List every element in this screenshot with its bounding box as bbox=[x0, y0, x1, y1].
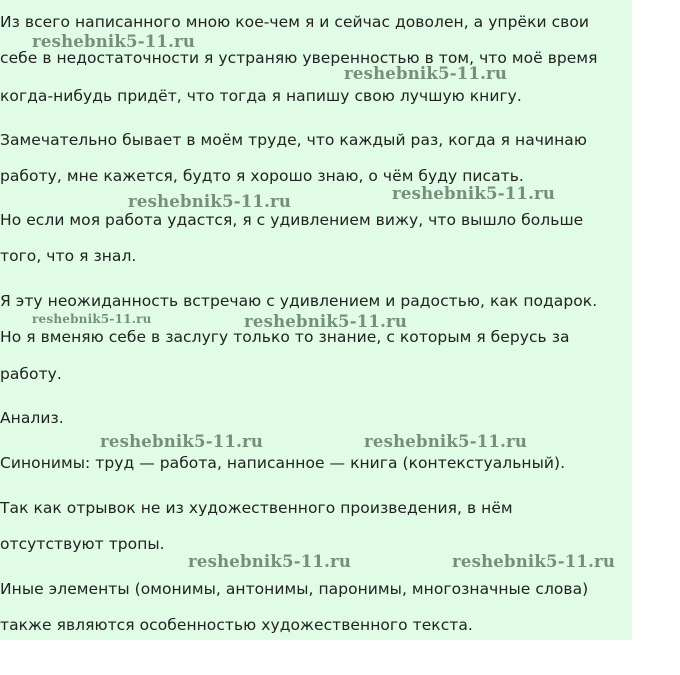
text-line: работу. bbox=[0, 365, 62, 383]
watermark: reshebnik5-11.ru bbox=[128, 192, 292, 211]
text-line: Но если моя работа удастся, я с удивлением вижу, что вышло больше bbox=[0, 211, 584, 229]
watermark: reshebnik5-11.ru bbox=[100, 432, 264, 451]
text-line: себе в недостаточности я устраняю уверенностью в том, что моё время bbox=[0, 49, 598, 67]
watermark: reshebnik5-11.ru bbox=[32, 312, 152, 326]
text-line: Замечательно бывает в моём труде, что каждый раз, когда я начинаю bbox=[0, 131, 587, 149]
watermark: reshebnik5-11.ru bbox=[244, 312, 408, 331]
text-line: когда-нибудь придёт, что тогда я напишу свою лучшую книгу. bbox=[0, 87, 522, 105]
text-line: Анализ. bbox=[0, 409, 64, 427]
text-line: Я эту неожиданность встречаю с удивлением и радостью, как подарок. bbox=[0, 292, 598, 310]
watermark: reshebnik5-11.ru bbox=[188, 552, 352, 571]
text-line: Но я вменяю себе в заслугу только то знание, с которым я берусь за bbox=[0, 328, 570, 346]
watermark: reshebnik5-11.ru bbox=[32, 32, 196, 51]
text-line: того, что я знал. bbox=[0, 247, 137, 265]
watermark: reshebnik5-11.ru bbox=[452, 552, 616, 571]
watermark: reshebnik5-11.ru bbox=[344, 64, 508, 83]
text-line: Синонимы: труд — работа, написанное — книга (контекстуальный). bbox=[0, 454, 566, 472]
text-line: Из всего написанного мною кое-чем я и сейчас доволен, а упрёки свои bbox=[0, 13, 590, 31]
watermark: reshebnik5-11.ru bbox=[392, 184, 556, 203]
text-line: работу, мне кажется, будто я хорошо знаю, о чём буду писать. bbox=[0, 167, 524, 185]
text-line: Так как отрывок не из художественного произведения, в нём bbox=[0, 499, 513, 517]
text-line: также являются особенностью художественного текста. bbox=[0, 616, 473, 634]
text-line: отсутствуют тропы. bbox=[0, 535, 165, 553]
text-line: Иные элементы (омонимы, антонимы, паронимы, многозначные слова) bbox=[0, 580, 589, 598]
watermark: reshebnik5-11.ru bbox=[364, 432, 528, 451]
